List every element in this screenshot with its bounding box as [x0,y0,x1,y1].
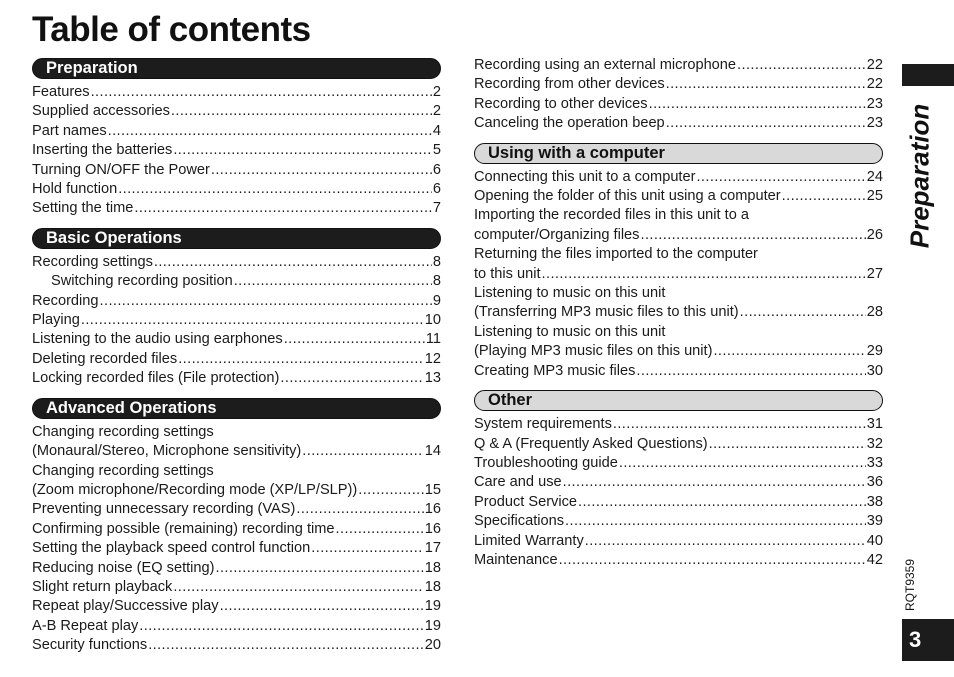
toc-entry-row [32,617,441,636]
toc-entry-row [32,292,441,311]
toc-entry-row [32,141,441,160]
toc-page-number: 17 [424,540,441,557]
toc-entry[interactable] [32,520,441,539]
toc-entry-title: Turning ON/OFF the Power [32,161,210,178]
toc-entry-title: Specifications [474,513,565,530]
toc-entry[interactable] [32,292,441,311]
toc-page-number: 38 [866,493,883,510]
toc-entry-row [32,350,441,369]
toc-entry-row [32,481,441,500]
toc-entry-title: Troubleshooting guide [474,454,618,471]
toc-entry-row [32,199,441,218]
dot-leader [613,415,866,434]
toc-entry[interactable] [32,141,441,160]
toc-page-number: 29 [866,343,883,360]
dot-leader [280,369,423,388]
toc-entry-row [474,303,883,322]
toc-entry-row [32,520,441,539]
toc-entry-row [474,75,883,94]
toc-entry[interactable] [474,415,883,434]
toc-entry-title: Playing [32,312,80,329]
toc-entry-row [474,95,883,114]
toc-entry[interactable] [474,512,883,531]
dot-leader [302,442,423,461]
toc-entry-title: computer/Organizing files [474,226,640,243]
toc-entry[interactable] [32,122,441,141]
toc-entry-row [474,56,883,75]
dot-leader [666,75,866,94]
toc-entry-line: Listening to music on this unit [474,323,666,340]
toc-entry-row [474,435,883,454]
toc-page-number: 2 [432,103,441,120]
dot-leader [139,617,423,636]
toc-entry[interactable] [32,253,441,272]
dot-leader [740,303,866,322]
toc-page-number: 14 [424,443,441,460]
toc-page-number: 16 [424,520,441,537]
toc-entry-row [474,362,883,381]
toc-entry-title: to this unit [474,265,541,282]
toc-entry-title: Supplied accessories [32,103,170,120]
dot-leader [559,551,866,570]
dot-leader [636,362,865,381]
toc-page-number: 9 [432,292,441,309]
dot-leader [148,636,424,655]
toc-page-number: 40 [866,532,883,549]
toc-entry[interactable] [474,435,883,454]
section-heading: Advanced Operations [32,398,441,419]
dot-leader [619,454,866,473]
toc-entry[interactable] [474,362,883,381]
toc-page-number: 30 [866,362,883,379]
toc-entry[interactable] [474,284,883,323]
toc-page-number: 39 [866,513,883,530]
toc-page-number: 11 [425,331,441,348]
toc-page-number: 32 [866,435,883,452]
toc-page-number: 25 [866,188,883,205]
section-heading: Using with a computer [474,143,883,164]
toc-entry[interactable] [474,95,883,114]
toc-entry[interactable] [32,462,441,501]
toc-entry-row [32,102,441,121]
toc-entry-row [32,442,441,461]
toc-entry[interactable] [32,559,441,578]
toc-entry-title: Maintenance [474,551,558,568]
toc-entry-title: Recording to other devices [474,95,648,112]
page-title: Table of contents [32,10,311,49]
toc-entry-row [474,551,883,570]
toc-entry[interactable] [32,272,441,291]
toc-entry-row [32,83,441,102]
toc-page-number: 13 [424,370,441,387]
toc-entry-row [32,330,441,349]
toc-entry-title: Creating MP3 music files [474,362,636,379]
toc-entry[interactable] [474,551,883,570]
toc-entry-title: Limited Warranty [474,532,584,549]
toc-entry-row [51,272,441,291]
toc-entry-title: (Transferring MP3 music files to this unit) [474,304,739,321]
toc-page-number: 36 [866,474,883,491]
dot-leader [709,435,866,454]
toc-page-number: 22 [866,57,883,73]
toc-entry-title: Hold function [32,181,118,198]
toc-entry[interactable] [474,56,883,75]
toc-entry-row [474,265,883,284]
toc-entry-row [32,597,441,616]
toc-entry-title: Switching recording position [51,273,233,290]
toc-entry-title: Listening to the audio using earphones [32,331,283,348]
toc-entry[interactable] [474,168,883,187]
toc-entry-title: Opening the folder of this unit using a computer [474,188,781,205]
model-code-text: RQT9359 [903,558,917,612]
toc-entry-line: Listening to music on this unit [474,285,666,302]
toc-page-number: 6 [432,181,441,198]
dot-leader [358,481,424,500]
section-heading: Other [474,390,883,411]
toc-entry[interactable] [474,187,883,206]
toc-entry[interactable] [32,423,441,462]
toc-left-column [32,58,441,656]
toc-page-number: 15 [424,481,441,498]
toc-entry[interactable] [474,532,883,551]
toc-page-number: 23 [866,95,883,112]
toc-entry-row [32,539,441,558]
toc-page-number: 19 [424,617,441,634]
toc-entry-title: A-B Repeat play [32,617,139,634]
dot-leader [737,56,866,75]
toc-page-number: 20 [424,637,441,654]
toc-entry-title: (Monaural/Stereo, Microphone sensitivity) [32,443,302,460]
dot-leader [171,102,432,121]
toc-page-number: 2 [432,84,441,100]
section-gap [32,389,441,398]
toc-entry[interactable] [32,199,441,218]
toc-entry-row [32,253,441,272]
toc-entry-title: Care and use [474,474,562,491]
dot-leader [118,180,432,199]
dot-leader [284,330,425,349]
toc-entry-title: Security functions [32,637,148,654]
toc-page-number: 18 [424,578,441,595]
dot-leader [585,532,866,551]
dot-leader [134,199,431,218]
dot-leader [311,539,423,558]
toc-entry-line: Changing recording settings [32,423,214,440]
dot-leader [216,559,424,578]
side-section-label [900,96,940,256]
toc-entry[interactable] [32,83,441,102]
toc-entry[interactable] [32,102,441,121]
toc-entry[interactable] [474,454,883,473]
toc-page-number: 22 [866,76,883,93]
toc-entry-row [32,311,441,330]
dot-leader [713,342,865,361]
toc-entry-title: Slight return playback [32,578,173,595]
model-code [896,555,924,615]
section-heading: Basic Operations [32,228,441,249]
dot-leader [578,493,866,512]
toc-entry[interactable] [32,539,441,558]
toc-page-number: 16 [424,501,441,518]
toc-entry[interactable] [474,323,883,362]
toc-entry-row [32,500,441,519]
toc-entry-row [474,168,883,187]
toc-entry[interactable] [32,180,441,199]
dot-leader [563,473,866,492]
toc-entry-title: Features [32,84,90,100]
dot-leader [100,292,432,311]
toc-entry-title: Reducing noise (EQ setting) [32,559,215,576]
dot-leader [81,311,424,330]
toc-entry-title: Locking recorded files (File protection) [32,370,280,387]
toc-entry-row [32,369,441,388]
dot-leader [91,83,432,102]
toc-entry-line: Importing the recorded files in this unit to a [474,207,749,224]
toc-entry-title: Deleting recorded files [32,350,178,367]
dot-leader [108,122,432,141]
toc-page-number: 8 [432,273,441,290]
toc-page-number: 7 [432,200,441,217]
toc-entry-title: Canceling the operation beep [474,115,665,132]
toc-entry-title: (Playing MP3 music files on this unit) [474,343,713,360]
toc-page-number: 6 [432,161,441,178]
toc-entry-title: Recording from other devices [474,76,665,93]
section-heading: Preparation [32,58,441,79]
section-gap [474,134,883,143]
toc-entry-title: Confirming possible (remaining) recording time [32,520,335,537]
toc-entry-line: Returning the files imported to the computer [474,246,758,263]
toc-entry-title: Setting the playback speed control function [32,540,311,557]
toc-entry[interactable] [32,578,441,597]
toc-entry-row [474,226,883,245]
dot-leader [234,272,432,291]
toc-page-number: 4 [432,122,441,139]
dot-leader [173,141,432,160]
toc-page-number: 23 [866,115,883,132]
toc-entry-line: Changing recording settings [32,462,214,479]
toc-entry-row [474,473,883,492]
toc-entry-row [474,114,883,133]
toc-entry-title: Recording settings [32,253,153,270]
toc-entry-row [474,512,883,531]
toc-page-number: 24 [866,168,883,185]
toc-page-number: 10 [424,312,441,329]
toc-entry[interactable] [474,75,883,94]
toc-entry[interactable] [474,473,883,492]
dot-leader [542,265,866,284]
toc-entry-row [32,161,441,180]
toc-entry-row [474,187,883,206]
section-tab-marker [902,64,954,86]
toc-page-number: 31 [866,416,883,433]
toc-entry-row [474,342,883,361]
toc-entry-title: Recording [32,292,99,309]
dot-leader [640,226,865,245]
toc-entry-row [32,559,441,578]
toc-entry-row [474,415,883,434]
toc-entry[interactable] [32,161,441,180]
toc-entry[interactable] [474,114,883,133]
toc-page-number: 5 [432,142,441,159]
toc-entry-title: Recording using an external microphone [474,57,737,73]
page-number: 3 [902,619,954,661]
toc-page-number: 26 [866,226,883,243]
toc-entry[interactable] [32,350,441,369]
toc-entry[interactable] [32,311,441,330]
toc-entry[interactable] [474,493,883,512]
toc-entry-title: System requirements [474,416,612,433]
dot-leader [154,253,432,272]
toc-right-column [474,56,883,570]
toc-entry[interactable] [474,245,883,284]
side-section-label-text: Preparation [904,103,935,249]
toc-entry-row [32,180,441,199]
toc-entry-title: (Zoom microphone/Recording mode (XP/LP/SLP)) [32,481,358,498]
toc-entry-title: Inserting the batteries [32,142,173,159]
dot-leader [336,520,424,539]
toc-page-number: 8 [432,253,441,270]
toc-entry[interactable] [32,636,441,655]
toc-entry[interactable] [32,617,441,636]
toc-page-number: 27 [866,265,883,282]
toc-entry[interactable] [32,369,441,388]
toc-page-number: 42 [866,551,883,568]
dot-leader [696,168,865,187]
dot-leader [666,114,866,133]
toc-entry-title: Setting the time [32,200,134,217]
toc-entry-row [474,493,883,512]
dot-leader [178,350,424,369]
toc-page-number: 19 [424,598,441,615]
toc-entry[interactable] [32,500,441,519]
toc-entry-row [32,122,441,141]
toc-entry-row [32,636,441,655]
toc-entry-title: Preventing unnecessary recording (VAS) [32,501,296,518]
dot-leader [173,578,423,597]
toc-entry[interactable] [32,330,441,349]
toc-entry-row [474,454,883,473]
toc-page-number: 33 [866,454,883,471]
toc-entry-title: Part names [32,122,107,139]
toc-page-number: 18 [424,559,441,576]
dot-leader [211,161,432,180]
dot-leader [296,500,423,519]
dot-leader [565,512,866,531]
dot-leader [782,187,866,206]
toc-entry-title: Repeat play/Successive play [32,598,219,615]
toc-entry-title: Connecting this unit to a computer [474,168,696,185]
toc-entry[interactable] [474,206,883,245]
toc-entry-row [32,578,441,597]
section-gap [32,219,441,228]
toc-entry-title: Product Service [474,493,578,510]
dot-leader [220,597,424,616]
section-gap [474,381,883,390]
toc-page-number: 12 [424,350,441,367]
toc-entry-row [474,532,883,551]
toc-entry[interactable] [32,597,441,616]
dot-leader [649,95,866,114]
toc-page-number: 28 [866,304,883,321]
toc-entry-title: Q & A (Frequently Asked Questions) [474,435,708,452]
